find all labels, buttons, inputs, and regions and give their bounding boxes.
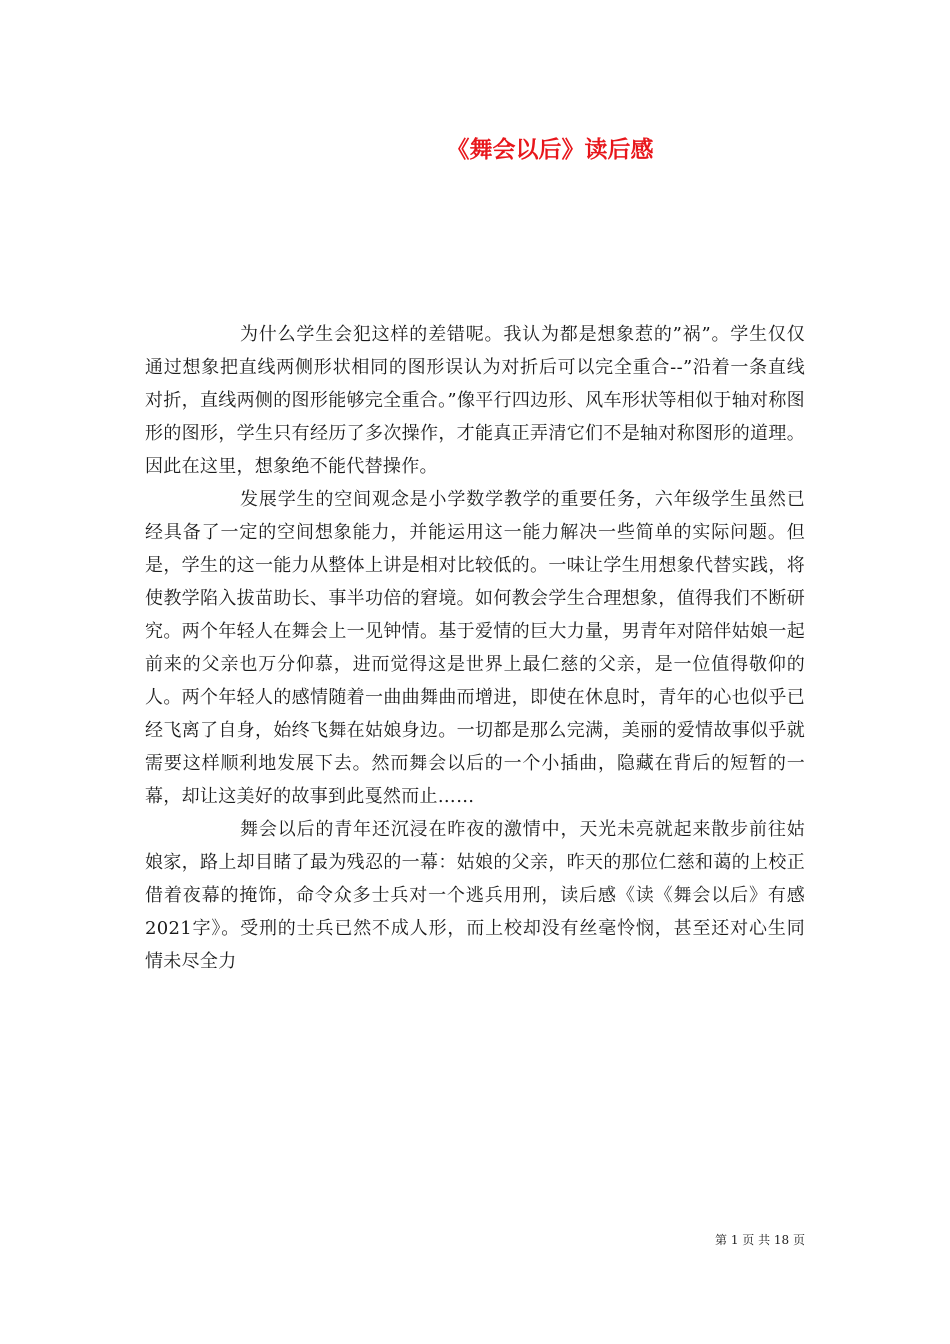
paragraph-3: 舞会以后的青年还沉浸在昨夜的激情中，天光未亮就起来散步前往姑娘家，路上却目睹了最为残忍的一幕：姑娘的父亲，昨天的那位仁慈和蔼的上校正借着夜幕的掩饰，命令众多士兵对一个逃兵用刑，读后感《读《舞会以后》有感2021字》。受刑的士兵已然不成人形，而上校却没有丝毫怜悯，甚至还对心生同情未尽全力 xyxy=(145,819,805,972)
page-number-footer: 第 1 页 共 18 页 xyxy=(715,1233,805,1247)
document-body xyxy=(145,318,805,978)
document-title: 《舞会以后》读后感 xyxy=(446,137,654,163)
paragraph-1: 为什么学生会犯这样的差错呢。我认为都是想象惹的”祸”。学生仅仅通过想象把直线两侧形状相同的图形误认为对折后可以完全重合--”沿着一条直线对折，直线两侧的图形能够完全重合。”像平行四边形、风车形状等相似于轴对称图形的图形，学生只有经历了多次操作，才能真正弄清它们不是轴对称图形的道理。因此在这里，想象绝不能代替操作。 xyxy=(145,324,805,477)
paragraph-2: 发展学生的空间观念是小学数学教学的重要任务，六年级学生虽然已经具备了一定的空间想象能力，并能运用这一能力解决一些简单的实际问题。但是，学生的这一能力从整体上讲是相对比较低的。一味让学生用想象代替实践，将使教学陷入拔苗助长、事半功倍的窘境。如何教会学生合理想象，值得我们不断研究。两个年轻人在舞会上一见钟情。基于爱情的巨大力量，男青年对陪伴姑娘一起前来的父亲也万分仰慕，进而觉得这是世界上最仁慈的父亲，是一位值得敬仰的人。两个年轻人的感情随着一曲曲舞曲而增进，即使在休息时，青年的心也似乎已经飞离了自身，始终飞舞在姑娘身边。一切都是那么完满，美丽的爱情故事似乎就需要这样顺利地发展下去。然而舞会以后的一个小插曲，隐藏在背后的短暂的一幕，却让这美好的故事到此戛然而止…… xyxy=(145,489,805,807)
